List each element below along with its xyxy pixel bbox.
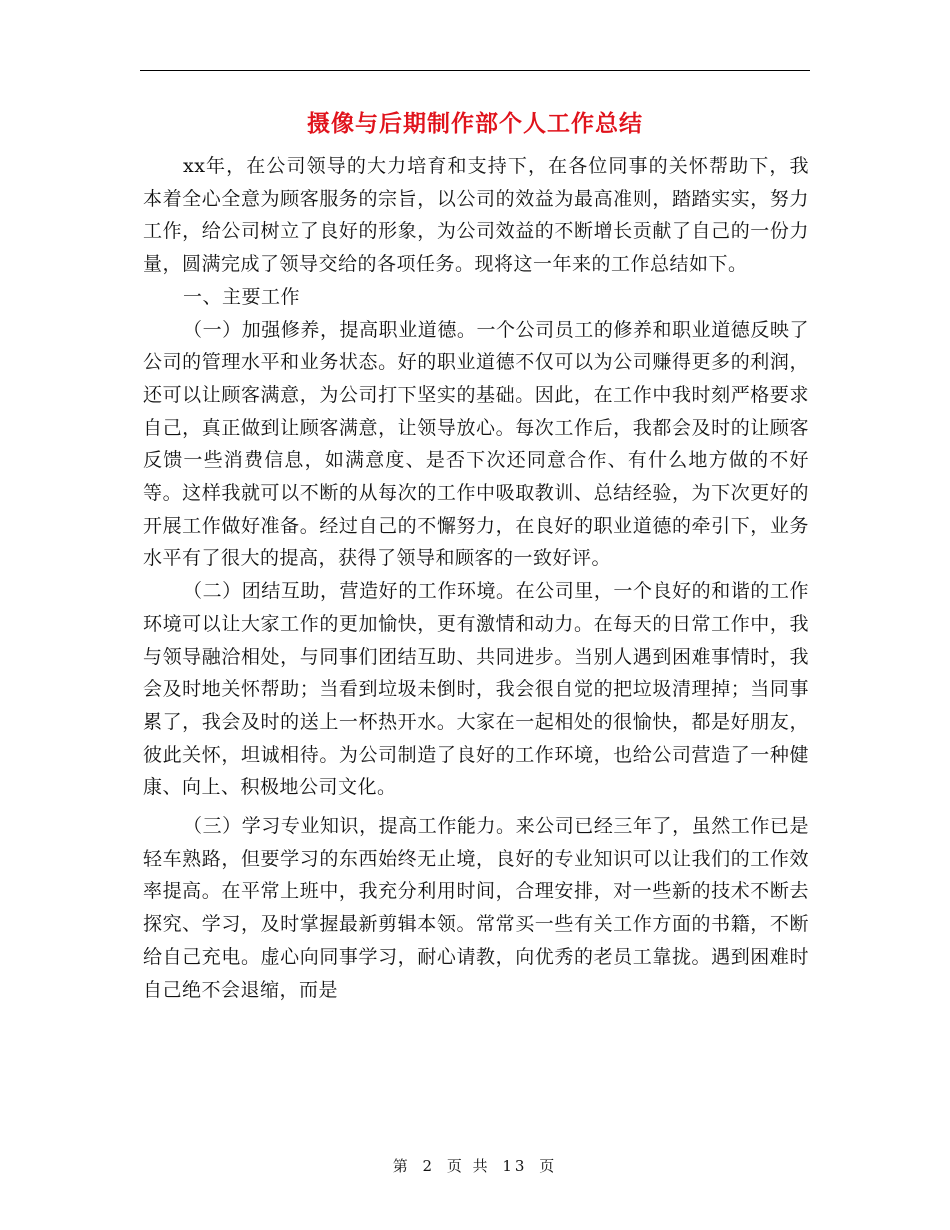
section-heading-main-work: 一、主要工作 [183, 285, 301, 308]
page-footer [0, 1155, 950, 1176]
footer-page-suffix: 页 [539, 1157, 558, 1175]
document-title: 摄像与后期制作部个人工作总结 [307, 111, 643, 137]
paragraph-teamwork: （二）团结互助，营造好的工作环境。在公司里，一个良好的和谐的工作环境可以让大家工作的更加愉快，更有激情和动力。在每天的日常工作中，我与领导融洽相处，与同事们团结互助、共同进步。当别人遇到困难事情时，我会及时地关怀帮助；当看到垃圾未倒时，我会很自觉的把垃圾清理掉；当同事累了，我会及时的送上一杯热开水。大家在一起相处的很愉快，都是好朋友，彼此关怀，坦诚相待。为公司制造了良好的工作环境，也给公司营造了一种健康、向上、积极地公司文化。 [143, 580, 809, 799]
header-rule [140, 70, 810, 71]
document-body [143, 150, 809, 1006]
paragraph-professional-learning: （三）学习专业知识，提高工作能力。来公司已经三年了，虽然工作已是轻车熟路，但要学习的东西始终无止境，良好的专业知识可以让我们的工作效率提高。在平常上班中，我充分利用时间，合理安排，对一些新的技术不断去探究、学习，及时掌握最新剪辑本领。常常买一些有关工作方面的书籍，不断给自己充电。虚心向同事学习，耐心请教，向优秀的老员工靠拢。遇到困难时自己绝不会退缩，而是 [143, 815, 809, 1001]
footer-page-prefix: 第 [392, 1157, 411, 1175]
footer-total-pages: 13 [502, 1157, 528, 1175]
footer-page-number: 2 [422, 1157, 436, 1175]
intro-paragraph: xx年，在公司领导的大力培育和支持下，在各位同事的关怀帮助下，我本着全心全意为顾客服务的宗旨，以公司的效益为最高准则，踏踏实实，努力工作，给公司树立了良好的形象，为公司效益的不断增长贡献了自己的一份力量，圆满完成了领导交给的各项任务。现将这一年来的工作总结如下。 [143, 155, 809, 276]
footer-page-mid: 页 共 [446, 1157, 491, 1175]
paragraph-professional-ethics: （一）加强修养，提高职业道德。一个公司员工的修养和职业道德反映了公司的管理水平和业务状态。好的职业道德不仅可以为公司赚得更多的利润，还可以让顾客满意，为公司打下坚实的基础。因此，在工作中我时刻严格要求自己，真正做到让顾客满意，让领导放心。每次工作后，我都会及时的让顾客反馈一些消费信息，如满意度、是否下次还同意合作、有什么地方做的不好等。这样我就可以不断的从每次的工作中吸取教训、总结经验，为下次更好的开展工作做好准备。经过自己的不懈努力，在良好的职业道德的牵引下，业务水平有了很大的提高，获得了领导和顾客的一致好评。 [143, 318, 809, 570]
